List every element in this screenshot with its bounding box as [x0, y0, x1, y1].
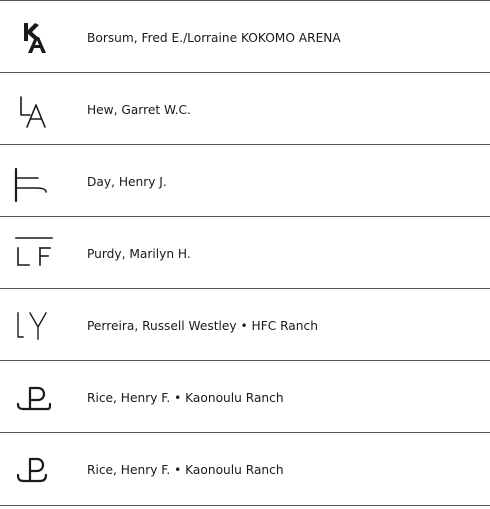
- p-bar-brand-icon: [10, 375, 56, 421]
- bar-hook-brand-icon: [10, 159, 56, 205]
- brand-row: [0, 433, 490, 506]
- p-bar-hooked-brand-icon: [10, 447, 56, 493]
- owner-name: Purdy, Marilyn H.: [87, 247, 191, 261]
- brand-row: [0, 217, 490, 289]
- brand-row: [0, 145, 490, 217]
- bar-lf-brand-icon: [10, 231, 56, 277]
- brand-row: [0, 361, 490, 433]
- ka-brand-icon: [10, 15, 56, 61]
- owner-name: Rice, Henry F. • Kaonoulu Ranch: [87, 391, 284, 405]
- la-brand-icon: [10, 87, 56, 133]
- brand-row: [0, 289, 490, 361]
- owner-name: Rice, Henry F. • Kaonoulu Ranch: [87, 463, 284, 477]
- owner-name: Hew, Garret W.C.: [87, 103, 191, 117]
- brand-row: [0, 1, 490, 73]
- owner-name: Perreira, Russell Westley • HFC Ranch: [87, 319, 318, 333]
- brand-row: [0, 73, 490, 145]
- owner-name: Borsum, Fred E./Lorraine KOKOMO ARENA: [87, 31, 341, 45]
- owner-name: Day, Henry J.: [87, 175, 167, 189]
- ly-brand-icon: [10, 303, 56, 349]
